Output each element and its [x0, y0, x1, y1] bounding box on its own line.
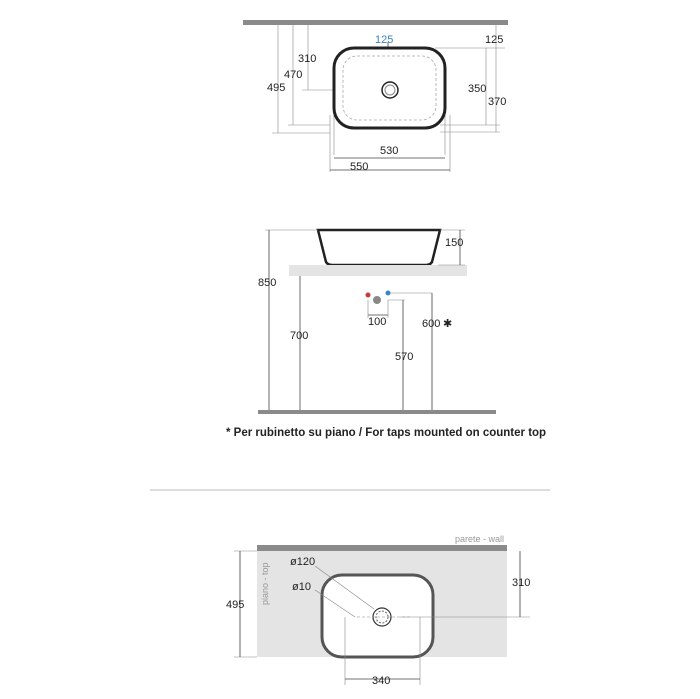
dim-120: ø120: [290, 556, 316, 568]
dim-600: 600: [422, 318, 441, 330]
dim-150: 150: [445, 237, 464, 249]
top-label: piano - top: [260, 562, 270, 605]
bottom-view: [226, 534, 530, 687]
dim-100: 100: [368, 316, 387, 328]
dim-310: 310: [298, 53, 317, 65]
dim-370: 370: [488, 96, 507, 108]
counter-top-note: * Per rubinetto su piano / For taps mounted on counter top: [226, 427, 547, 439]
dim-530: 530: [380, 145, 399, 157]
dim-495: 495: [267, 82, 286, 94]
bottom-wall-bar: [257, 545, 507, 551]
dim-495-bottom: 495: [226, 599, 245, 611]
dim-350: 350: [468, 83, 487, 95]
side-view: [226, 230, 546, 439]
dim-850: 850: [258, 277, 277, 289]
side-floor: [258, 410, 496, 414]
cold-valve-icon: [386, 291, 391, 296]
dim-550: 550: [350, 161, 369, 173]
dim-570: 570: [395, 351, 414, 363]
dim-700: 700: [290, 330, 309, 342]
drain-outlet-icon: [373, 296, 381, 304]
wall-label: parete - wall: [455, 534, 505, 544]
top-drain: [382, 82, 398, 98]
dim-125: 125: [485, 34, 504, 46]
side-bowl: [318, 230, 440, 265]
top-wall-bar: [243, 20, 508, 25]
dim-310-bottom: 310: [512, 577, 531, 589]
hot-valve-icon: [366, 293, 371, 298]
dim-10: ø10: [292, 581, 311, 593]
dim-470: 470: [284, 69, 303, 81]
top-view: [243, 20, 508, 173]
dim-340: 340: [372, 675, 391, 687]
asterisk-icon: ✱: [443, 318, 453, 330]
dim-125-blue: 125: [375, 34, 394, 46]
side-counter: [289, 265, 467, 276]
